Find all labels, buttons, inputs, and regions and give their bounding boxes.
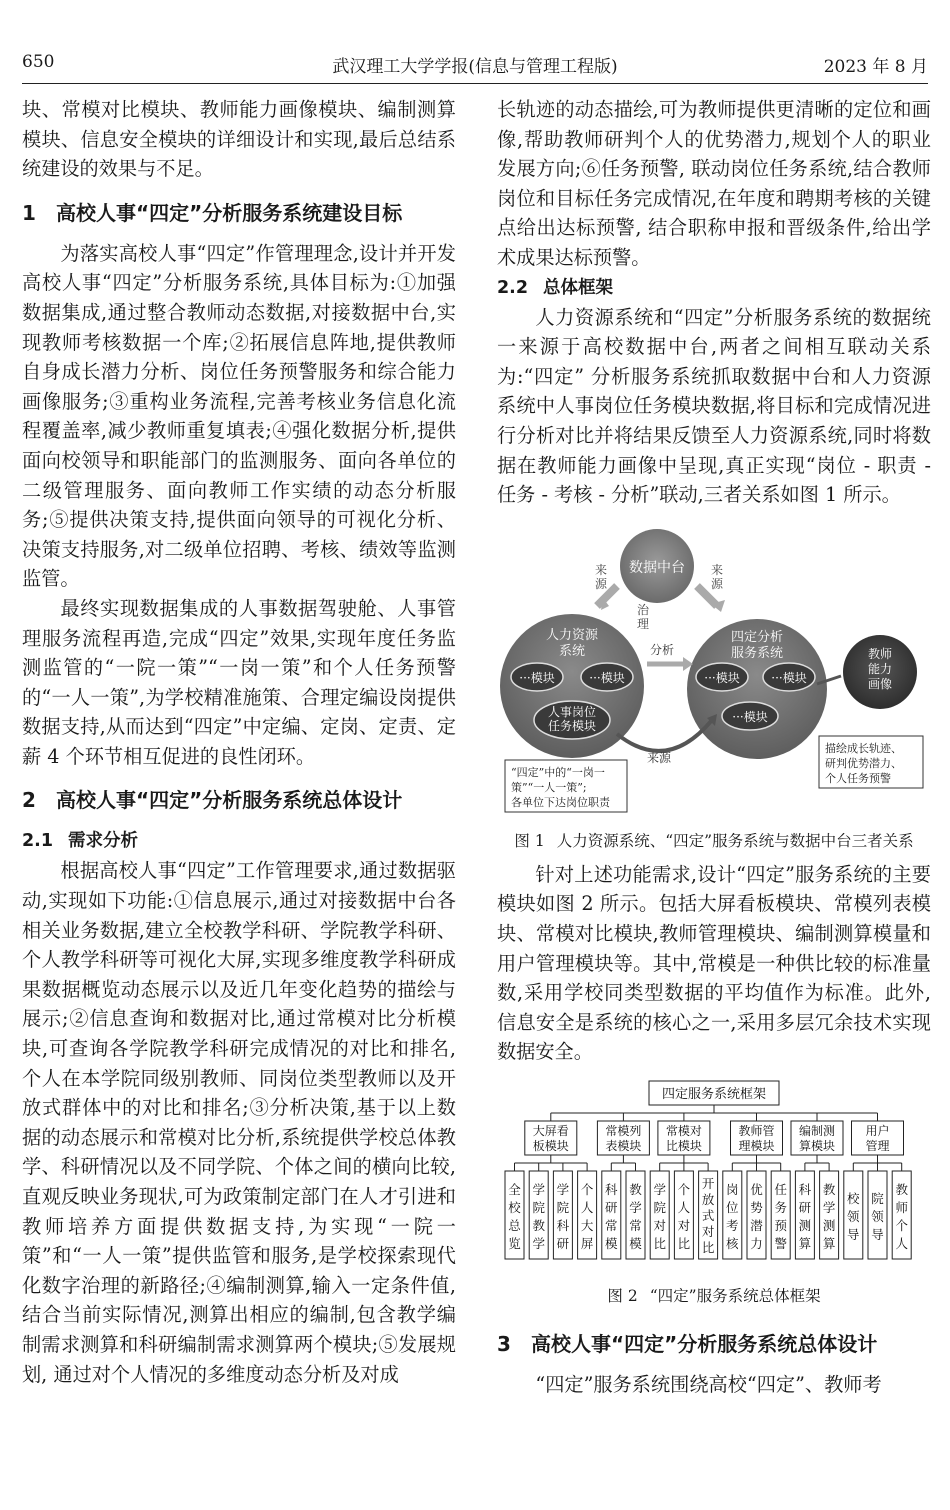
figure-1-caption: [497, 830, 931, 852]
paragraph: 长轨迹的动态描绘,可为教师提供更清晰的定位和画像,帮助教师研判个人的优势潜力,规划个人的职业发展方向;⑥任务预警, 联动岗位任务系统,结合教师岗位和目标任务完成情况,在年度和聘期考核的关键点给出达标预警, 结合职称申报和晋级条件,给出学术成果达标预警。: [497, 98, 931, 269]
section-heading-1: 1 高校人事“四定”分析服务系统建设目标: [22, 200, 403, 225]
leaf-char: 人: [677, 1199, 691, 1215]
figure-2-caption-text: “四定”服务系统总体框架: [649, 1286, 821, 1305]
leaf-char: 个: [895, 1217, 908, 1233]
leaf-char: 个: [677, 1181, 691, 1197]
figure-2-svg: [497, 1079, 931, 1279]
leaf-char: 任: [774, 1181, 787, 1197]
note-left-line-3: 各单位下达岗位职责: [511, 795, 610, 809]
page-number: 650: [22, 52, 55, 72]
note-right-line-1: 描绘成长轨迹、: [825, 741, 902, 755]
sd-system-label-2: 服务系统: [730, 645, 784, 661]
paragraph: 针对上述功能需求,设计“四定”服务系统的主要模块如图 2 所示。包括大屏看板模块、常模列表模块、常模对比模块,教师管理模块、编制测算模量和用户管理模块等。其中,常模是一种供比较的标准量数,采用学校同类型数据的平均值作为标准。此外,信息安全是系统的核心之一,采用多层冗余技术实现数据安全。: [497, 862, 931, 1064]
source-label-right-2: 源: [711, 576, 724, 591]
group-label-2-a: 常模对: [665, 1123, 702, 1138]
note-left-line-2: 策”“一人一策”;: [511, 780, 587, 794]
section-heading-2: 2 高校人事“四定”分析服务系统总体设计: [22, 788, 403, 813]
framework-root-label: 四定服务系统框架: [661, 1086, 767, 1102]
note-right-line-2: 研判优势潜力、: [825, 756, 902, 770]
leaf-char: 优: [750, 1181, 763, 1197]
leaf-char: 大: [580, 1217, 594, 1233]
hr-module-1-label: ···模块: [519, 670, 555, 685]
leaf-char: 教: [629, 1181, 642, 1197]
leaf-char: 人: [895, 1235, 908, 1251]
data-center-label: 数据中台: [629, 559, 685, 576]
figure-1-relationship-diagram: [497, 524, 931, 824]
hr-module-2-label: ···模块: [589, 670, 625, 685]
leaf-char: 院: [653, 1199, 666, 1215]
group-label-4-b: 算模块: [798, 1138, 836, 1153]
group-label-5-b: 管理: [865, 1138, 890, 1153]
group-label-2-b: 比模块: [665, 1138, 702, 1153]
leaf-char: 放: [701, 1191, 715, 1207]
figure-2-caption: [497, 1285, 931, 1307]
leaf-char: 校: [847, 1190, 860, 1206]
leaf-char: 模: [629, 1235, 642, 1251]
leaf-char: 院: [556, 1199, 570, 1215]
right-column: [497, 95, 931, 1399]
group-label-5-a: 用户: [865, 1123, 890, 1138]
subsection-heading-2-1: 2.1 需求分析: [22, 831, 138, 852]
leaf-char: 教: [822, 1181, 836, 1197]
group-label-1-a: 常模列: [605, 1123, 642, 1138]
paragraph: 根据高校人事“四定”工作管理要求,通过数据驱动,实现如下功能:①信息展示,通过对接数据中台各相关业务数据,建立全校教学科研、学院教学科研、个人教学科研等可视化大屏,实现多维度教学科研成果数据概览动态展示以及近几年变化趋势的描绘与展示;②信息查询和数据对比,通过常模对比分析模块,可查询各学院教学科研完成情况的对比和排名,个人在本学院同级别教师、同岗位类型教师以及开放式群体中的对比和排名;③分析决策,基于以上数据的动态展示和常模对比分析,系统提供学校总体教学、科研情况以及不同学院、个体之间的横向比较,直观反映业务现状,可为政策制定部门在人才引进和教师培养方面提供数据支持,为实现“一院一策”和“一人一策”提供监管和服务,是学校探索现代化数字治理的新路径;④编制测算,输入一定条件值,结合当前实际情况,测算出相应的编制,包含教学编制需求测算和科研编制需求测算两个模块;⑤发展规划, 通过对个人情况的多维度动态分析及对成: [22, 859, 456, 1386]
leaf-char: 比: [701, 1239, 715, 1255]
govern-label-2: 理: [637, 616, 650, 631]
leaf-char: 学: [822, 1199, 836, 1215]
leaf-char: 势: [750, 1199, 763, 1215]
leaf-char: 算: [798, 1235, 812, 1251]
leaf-char: 对: [701, 1223, 715, 1239]
teacher-label-2: 能力: [867, 661, 893, 676]
leaf-char: 常: [629, 1217, 642, 1233]
sd-module-1-label: ···模块: [704, 670, 740, 685]
leaf-char: 学: [532, 1181, 545, 1197]
figure-1-number: 图 1: [514, 831, 545, 850]
issue-date: 2023 年 8 月: [823, 57, 928, 77]
leaf-char: 导: [871, 1226, 884, 1242]
leaf-char: 览: [508, 1235, 521, 1251]
leaf-char: 开: [701, 1175, 715, 1191]
leaf-char: 全: [508, 1181, 521, 1197]
leaf-char: 院: [871, 1190, 884, 1206]
leaf-char: 测: [822, 1217, 836, 1233]
journal-title: 武汉理工大学学报(信息与管理工程版): [332, 57, 618, 77]
leaf-char: 模: [605, 1235, 618, 1251]
leaf-char: 算: [822, 1235, 836, 1251]
sd-module-2-label: ···模块: [771, 670, 807, 685]
hr-system-label-2: 系统: [558, 643, 586, 659]
leaf-char: 教: [532, 1217, 545, 1233]
leaf-char: 科: [605, 1181, 618, 1197]
group-label-1-b: 表模块: [605, 1138, 642, 1153]
leaf-char: 务: [774, 1199, 787, 1215]
sd-module-3-label: ···模块: [732, 709, 768, 724]
bottom-source-label: 来源: [647, 750, 672, 765]
paragraph: 块、常模对比模块、教师能力画像模块、编制测算模块、信息安全模块的详细设计和实现,最后总结系统建设的效果与不足。: [22, 98, 456, 181]
leaf-char: 院: [532, 1199, 545, 1215]
subsection-heading-2-2: 2.2 总体框架: [497, 277, 613, 298]
leaf-char: 屏: [580, 1235, 594, 1251]
leaf-char: 测: [798, 1217, 812, 1233]
paragraph: 人力资源系统和“四定”分析服务系统的数据统一来源于高校数据中台,两者之间相互联动关系为:“四定” 分析服务系统抓取数据中台和人力资源系统中人事岗位任务模块数据,将目标和完成情况进行分析对比并将结果反馈至人力资源系统,同时将数据在教师能力画像中呈现,真正实现“岗位 - 职责 - 任务 - 考核 - 分析”联动,三者关系如图 1 所示。: [497, 305, 931, 507]
group-label-3-b: 理模块: [738, 1138, 775, 1153]
note-left-line-1: “四定”中的“一岗一: [511, 765, 605, 779]
group-label-0-b: 板模块: [532, 1138, 569, 1153]
leaf-char: 学: [629, 1199, 642, 1215]
running-header: [22, 50, 928, 84]
leaf-char: 考: [726, 1217, 739, 1233]
leaf-char: 比: [677, 1235, 691, 1251]
leaf-char: 岗: [726, 1181, 739, 1197]
leaf-char: 学: [653, 1181, 666, 1197]
leaf-char: 对: [653, 1217, 666, 1233]
figure-1-caption-text: 人力资源系统、“四定”服务系统与数据中台三者关系: [556, 831, 914, 850]
leaf-char: 式: [701, 1207, 715, 1223]
section-heading-3: 3 高校人事“四定”分析服务系统总体设计: [497, 1331, 878, 1356]
leaf-char: 潜: [750, 1217, 763, 1233]
post-task-label-1: 人事岗位: [547, 704, 597, 719]
leaf-char: 个: [580, 1181, 594, 1197]
sd-system-label-1: 四定分析: [730, 629, 784, 645]
hr-system-label-1: 人力资源: [545, 627, 599, 643]
leaf-char: 常: [605, 1217, 618, 1233]
paragraph: “四定”服务系统围绕高校“四定”、教师考: [535, 1372, 882, 1396]
left-column: [22, 95, 456, 1389]
group-label-4-a: 编制测: [798, 1123, 836, 1138]
leaf-char: 力: [750, 1235, 763, 1251]
leaf-char: 学: [532, 1235, 545, 1251]
leaf-char: 教: [895, 1181, 908, 1197]
leaf-char: 领: [847, 1208, 860, 1224]
leaf-char: 比: [653, 1235, 666, 1251]
leaf-char: 科: [556, 1217, 570, 1233]
figure-1-svg: [497, 524, 931, 824]
leaf-char: 学: [556, 1181, 570, 1197]
leaf-char: 科: [798, 1181, 812, 1197]
leaf-char: 校: [508, 1199, 521, 1215]
govern-label-1: 治: [637, 602, 650, 617]
group-label-3-a: 教师管: [738, 1123, 775, 1138]
teacher-label-3: 画像: [867, 676, 893, 691]
leaf-char: 总: [508, 1217, 521, 1233]
leaf-char: 核: [726, 1235, 739, 1251]
leaf-char: 领: [871, 1208, 884, 1224]
figure-2-framework-tree: [497, 1079, 931, 1279]
leaf-char: 预: [774, 1217, 787, 1233]
leaf-char: 警: [774, 1235, 787, 1251]
leaf-char: 研: [556, 1235, 570, 1251]
leaf-char: 人: [580, 1199, 594, 1215]
source-label-left-2: 源: [595, 576, 608, 591]
leaf-char: 位: [726, 1199, 739, 1215]
leaf-char: 研: [798, 1199, 812, 1215]
paragraph: 为落实高校人事“四定”作管理理念,设计并开发高校人事“四定”分析服务系统,具体目标为:①加强数据集成,通过整合教师动态数据,对接数据中台,实现教师考核数据一个库;②拓展信息阵地,提供教师自身成长潜力分析、岗位任务预警服务和综合能力画像服务;③重构业务流程,完善考核业务信息化流程覆盖率,减少教师重复填表;④强化数据分析,提供面向校领导和职能部门的监测服务、面向各单位的二级管理服务、面向教师工作实绩的动态分析服务;⑤提供决策支持,提供面向领导的可视化分析、决策支持服务,对二级单位招聘、考核、绩效等监测监管。: [22, 241, 456, 591]
analysis-label: 分析: [650, 642, 675, 657]
source-label-left-1: 来: [595, 562, 608, 577]
teacher-label-1: 教师: [867, 646, 893, 661]
leaf-char: 研: [605, 1199, 618, 1215]
leaf-char: 师: [895, 1199, 908, 1215]
note-right-line-3: 个人任务预警: [825, 771, 891, 785]
leaf-char: 对: [677, 1217, 691, 1233]
leaf-char: 导: [847, 1226, 860, 1242]
figure-2-number: 图 2: [607, 1286, 638, 1305]
source-label-right-1: 来: [711, 562, 724, 577]
group-label-0-a: 大屏看: [532, 1123, 569, 1138]
post-task-label-2: 任务模块: [547, 718, 597, 733]
paragraph: 最终实现数据集成的人事数据驾驶舱、人事管理服务流程再造,完成“四定”效果,实现年度任务监测监管的“一院一策”“一岗一策”和个人任务预警的“一人一策”,为学校精准施策、合理定编设岗提供数据支持,从而达到“四定”中定编、定岗、定责、定薪 4 个环节相互促进的良性闭环。: [22, 596, 456, 768]
